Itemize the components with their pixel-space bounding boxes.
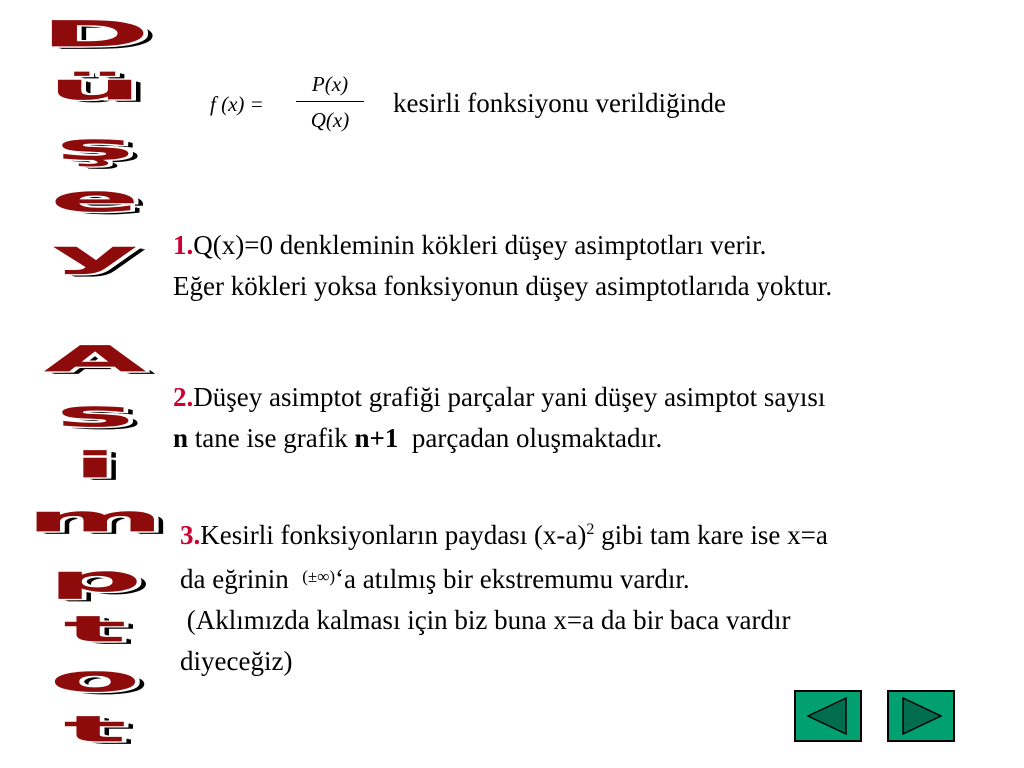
bold-n: n: [173, 423, 189, 453]
triangle-right-icon: [889, 692, 953, 740]
title-letter: ş: [55, 125, 135, 169]
bold-n-plus-1: n+1: [354, 423, 399, 453]
title-letter: y: [51, 232, 139, 276]
title-letter: p: [47, 557, 143, 601]
formula-lhs: f (x) =: [210, 92, 264, 116]
item-text: da eğrinin: [180, 564, 296, 594]
title-letter: t: [63, 607, 127, 651]
item-3-line1: [180, 515, 1020, 556]
item-2-line1: [173, 377, 1018, 418]
item-text: Kesirli fonksiyonların paydası (x-a): [200, 520, 587, 550]
title-letter: t: [63, 707, 127, 751]
item-text: gibi tam kare ise x=a: [594, 520, 828, 550]
item-1-line1: [173, 225, 1018, 266]
item-3: [180, 515, 1020, 682]
item-1: [173, 225, 1018, 307]
lead-text: kesirli fonksiyonu verildiğinde: [393, 88, 726, 118]
fraction-bar: [296, 101, 364, 102]
item-number: 3.: [180, 520, 201, 550]
item-3-line3: (Aklımızda kalması için biz buna x=a da bir baca vardır: [180, 605, 791, 635]
item-2-line2: [173, 418, 1018, 459]
item-number: 2.: [173, 382, 194, 412]
item-2: [173, 377, 1018, 459]
next-slide-button[interactable]: [887, 690, 955, 742]
formula-fraction: [296, 70, 364, 134]
title-letter: A: [43, 337, 147, 381]
plus-minus-infinity: (±∞): [302, 567, 335, 586]
title-letter: e: [49, 177, 141, 221]
title-letter: o: [49, 657, 141, 701]
item-text: Q(x)=0 denkleminin kökleri düşey asimptotları verir.: [193, 230, 767, 260]
triangle-left-icon: [796, 692, 860, 740]
item-3-line4: diyeceğiz): [180, 646, 293, 676]
formula-numerator: P(x): [311, 72, 349, 96]
title-letter: D: [39, 12, 151, 56]
item-text: Düşey asimptot grafiği parçalar yani düşey asimptot sayısı: [193, 382, 826, 412]
item-3-line2: [180, 556, 1020, 600]
exponent: 2: [586, 521, 595, 538]
title-letter: ü: [47, 65, 143, 109]
title-letter: s: [55, 392, 135, 436]
item-text: ‘a atılmış bir ekstremumu vardır.: [335, 564, 690, 594]
title-letter: m: [25, 497, 165, 541]
previous-slide-button[interactable]: [794, 690, 862, 742]
formula-denominator: Q(x): [310, 108, 350, 132]
item-number: 1.: [173, 230, 194, 260]
item-text: tane ise grafik: [188, 423, 355, 453]
item-1-line2: Eğer kökleri yoksa fonksiyonun düşey asimptotlarıda yoktur.: [173, 271, 833, 301]
title-letter: i: [72, 443, 118, 487]
item-text: parçadan oluşmaktadır.: [398, 423, 663, 453]
vertical-wordart-title: [0, 0, 190, 768]
